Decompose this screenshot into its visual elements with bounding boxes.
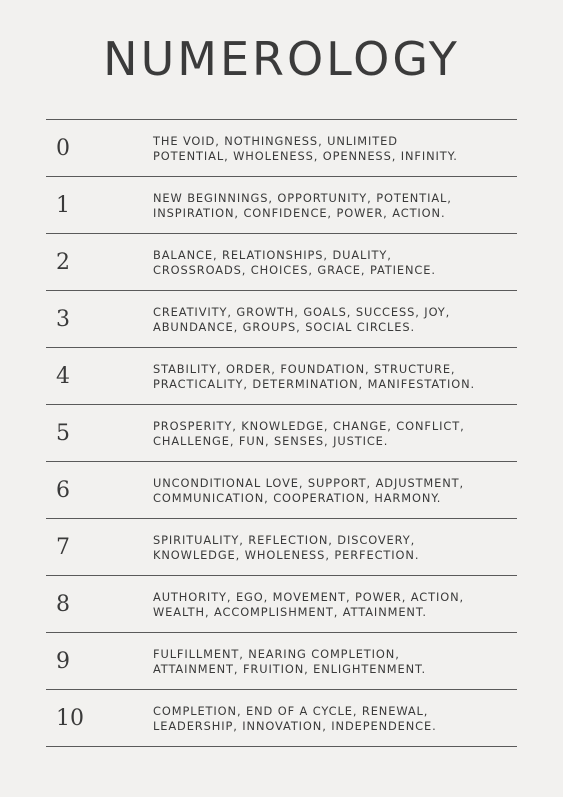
table-row	[46, 177, 517, 234]
row-number: 7	[56, 535, 70, 560]
row-meaning: NEW BEGINNINGS, OPPORTUNITY, POTENTIAL, INSPIRATION, CONFIDENCE, POWER, ACTION.	[153, 191, 452, 220]
row-number: 8	[56, 592, 70, 617]
row-number: 9	[56, 649, 70, 674]
numerology-table	[46, 119, 517, 747]
row-number: 1	[56, 193, 70, 218]
page-title: NUMEROLOGY	[103, 32, 460, 86]
table-row	[46, 234, 517, 291]
row-number: 4	[56, 364, 70, 389]
table-row	[46, 519, 517, 576]
table-row	[46, 633, 517, 690]
row-meaning: THE VOID, NOTHINGNESS, UNLIMITED POTENTIAL, WHOLENESS, OPENNESS, INFINITY.	[153, 134, 458, 163]
row-meaning: FULFILLMENT, NEARING COMPLETION, ATTAINMENT, FRUITION, ENLIGHTENMENT.	[153, 647, 427, 676]
row-meaning: BALANCE, RELATIONSHIPS, DUALITY, CROSSROADS, CHOICES, GRACE, PATIENCE.	[153, 248, 436, 277]
table-row	[46, 291, 517, 348]
row-meaning: UNCONDITIONAL LOVE, SUPPORT, ADJUSTMENT, COMMUNICATION, COOPERATION, HARMONY.	[153, 476, 465, 505]
row-number: 10	[56, 706, 84, 731]
table-row	[46, 690, 517, 747]
row-number: 0	[56, 136, 70, 161]
table-row	[46, 462, 517, 519]
table-row	[46, 405, 517, 462]
row-meaning: SPIRITUALITY, REFLECTION, DISCOVERY, KNOWLEDGE, WHOLENESS, PERFECTION.	[153, 533, 420, 562]
table-row	[46, 348, 517, 405]
table-row	[46, 120, 517, 177]
row-meaning: PROSPERITY, KNOWLEDGE, CHANGE, CONFLICT, CHALLENGE, FUN, SENSES, JUSTICE.	[153, 419, 465, 448]
row-meaning: COMPLETION, END OF A CYCLE, RENEWAL, LEADERSHIP, INNOVATION, INDEPENDENCE.	[153, 704, 437, 733]
table-row	[46, 576, 517, 633]
row-meaning: AUTHORITY, EGO, MOVEMENT, POWER, ACTION, WEALTH, ACCOMPLISHMENT, ATTAINMENT.	[153, 590, 465, 619]
row-meaning: CREATIVITY, GROWTH, GOALS, SUCCESS, JOY, ABUNDANCE, GROUPS, SOCIAL CIRCLES.	[153, 305, 451, 334]
row-number: 3	[56, 307, 70, 332]
row-number: 5	[56, 421, 70, 446]
row-meaning: STABILITY, ORDER, FOUNDATION, STRUCTURE, PRACTICALITY, DETERMINATION, MANIFESTATION.	[153, 362, 476, 391]
row-number: 2	[56, 250, 70, 275]
row-number: 6	[56, 478, 70, 503]
